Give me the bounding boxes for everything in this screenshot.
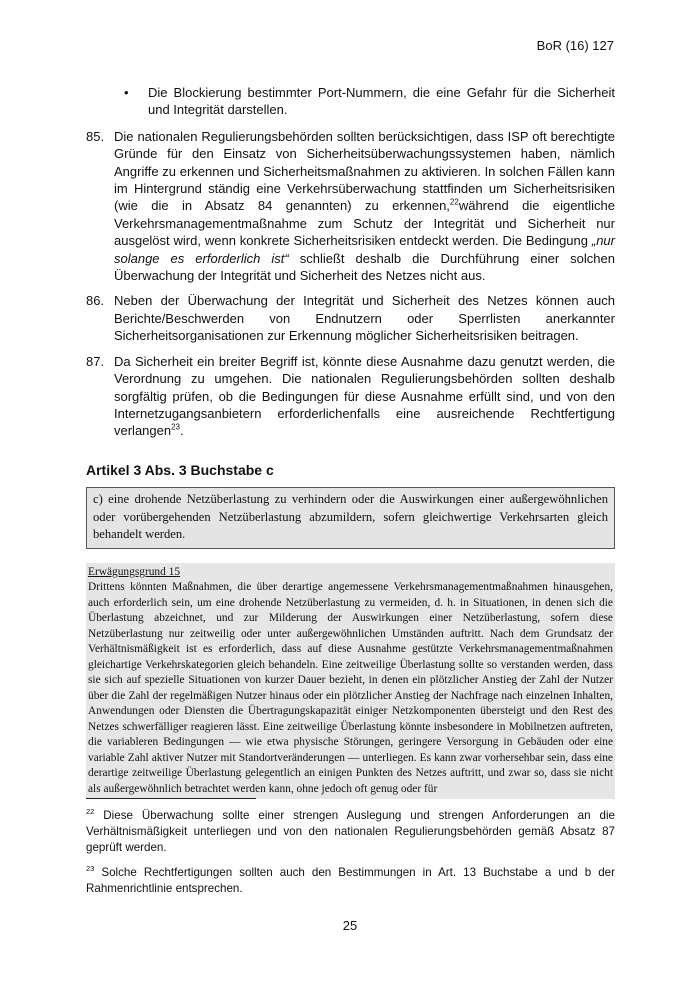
- footnote-number: 22: [86, 807, 95, 817]
- bullet-item: [124, 84, 615, 119]
- paragraph-87: [86, 353, 615, 440]
- paragraph-85: [86, 128, 615, 285]
- paragraph-number: 87.: [86, 353, 105, 369]
- regulation-text-box: [86, 487, 615, 549]
- paragraph-text-end: .: [180, 423, 184, 439]
- footnote-22: [86, 808, 615, 855]
- footnote-ref-22[interactable]: 22: [449, 198, 459, 208]
- footnote-23: [86, 865, 615, 897]
- bullet-icon: •: [124, 85, 129, 100]
- section-heading: Artikel 3 Abs. 3 Buchstabe c: [86, 461, 274, 478]
- main-content: [86, 84, 615, 799]
- footnote-divider: [86, 798, 256, 799]
- footnote-text: Solche Rechtfertigungen sollten auch den Bestimmungen in Art. 13 Buchstabe a und b der Rahmenrichtlinie entsprechen.: [86, 866, 615, 896]
- paragraph-text: [114, 128, 615, 285]
- recital-title: Erwägungsgrund 15: [88, 565, 181, 578]
- quoted-condition: „nur solange es erforderlich ist“: [114, 233, 615, 266]
- footnote-text: Diese Überwachung sollte einer strengen Auslegung und strengen Anforderungen an die Verhältnismäßigkeit unterliegen und von den nationalen Regulierungsbehörden gemäß Absatz 87 geprüft werden.: [86, 809, 615, 854]
- recital-box: [86, 563, 615, 800]
- paragraph-number: 85.: [86, 128, 105, 144]
- recital-text: Drittens könnten Maßnahmen, die über derartige angemessene Verkehrsmanagementmaßnahmen hinausgehen, auch erforderlich sein, um eine drohende Netzüberlastung zu vermeiden, d. h. in Situationen, in denen sich die Überlastung abzeichnet, und zur Milderung der Auswirkungen einer Netzüberlastung, sofern diese Netzüberlastung nur zeitweilig oder unter außergewöhnlichen Umständen auftritt. Nach dem Grundsatz der Verhältnismäßigkeit ist es erforderlich, dass auf diese Ausnahme gestützte Verkehrsmanagementmaßnahmen gleichartige Verkehrskategorien gleich behandeln. Eine zeitweilige Überlastung sollte so verstanden werden, dass sie sich auf spezielle Situationen von kurzer Dauer bezieht, in denen ein plötzlicher Anstieg der Zahl der Nutzer über die Zahl der regelmäßigen Nutzer hinaus oder ein plötzlicher Anstieg der Nachfrage nach einzelnen Inhalten, Anwendungen oder Diensten die Übertragungskapazität einiger Netzkomponenten übersteigt und den Rest des Netzes schwerfälliger reagieren lässt. Eine zeitweilige Überlastung könnte insbesondere in Mobilnetzen auftreten, die variableren Bedingungen — wie etwa physische Störungen, geringere Versorgung in Gebäuden oder eine variable Zahl aktiver Nutzer mit Standortveränderungen — unterliegen. Es kann zwar vorhersehbar sein, dass eine derartige zeitweilige Überlastung gelegentlich an einigen Punkten des Netzes auftritt, und zwar so, dass sie nicht als außergewöhnlich betrachtet werden kann, ohne jedoch oft genug oder für: [88, 581, 613, 795]
- page-number: 25: [342, 918, 358, 933]
- footnote-ref-23[interactable]: 23: [171, 422, 181, 432]
- paragraph-text-part-2: während die eigentliche Verkehrsmanagementmaßnahme zum Schutz der Integrität und Sicherheit nur ausgelöst wird, wenn konkrete Sicherheitsrisiken entdeckt werden. Die Bedingung: [114, 198, 615, 249]
- paragraph-text: Neben der Überwachung der Integrität und Sicherheit des Netzes können auch Berichte/Beschwerden von Endnutzern oder Sperrlisten anerkannter Sicherheitsorganisationen zur Erkennung möglicher Sicherheitsrisiken beitragen.: [114, 293, 615, 344]
- paragraph-text-body: Da Sicherheit ein breiter Begriff ist, könnte diese Ausnahme dazu genutzt werden, die Verordnung zu umgehen. Die nationalen Regulierungsbehörden sollten deshalb sorgfältig prüfen, ob die Bedingungen für diese Ausnahme erfüllt sind, und von den Internetzugangsanbietern erforderlichenfalls eine ausreichende Rechtfertigung verlangen: [114, 353, 615, 439]
- paragraph-text-part-3: schließt deshalb die Durchführung einer solchen Überwachung der Integrität und Sicherheit des Netzes nicht aus.: [114, 250, 615, 284]
- regulation-text: c) eine drohende Netzüberlastung zu verhindern oder die Auswirkungen einer außergewöhnlichen oder vorübergehenden Netzüberlastung abzumildern, sofern gleichwertige Verkehrsarten gleich behandelt werden.: [93, 492, 608, 542]
- paragraph-text: [114, 353, 615, 440]
- footnote-number: 23: [86, 864, 95, 874]
- paragraph-number: 86.: [86, 293, 105, 309]
- paragraph-text-part-1: Die nationalen Regulierungsbehörden sollten berücksichtigen, dass ISP oft berechtigte Gründe für den Einsatz von Sicherheitsüberwachungssystemen haben, nämlich Angriffe zu erkennen und Sicherheitsmaßnahmen zu aktivieren. In solchen Fällen kann im Hintergrund ständig eine Verkehrsüberwachung stattfinden um Sicherheitsrisiken (wie die in Absatz 84 genannten) zu erkennen,: [114, 128, 615, 214]
- bullet-text: Die Blockierung bestimmter Port-Nummern, die eine Gefahr für die Sicherheit und Integrität darstellen.: [148, 85, 615, 118]
- footnotes: [86, 808, 615, 907]
- document-reference: BoR (16) 127: [536, 38, 614, 53]
- paragraph-86: [86, 292, 615, 344]
